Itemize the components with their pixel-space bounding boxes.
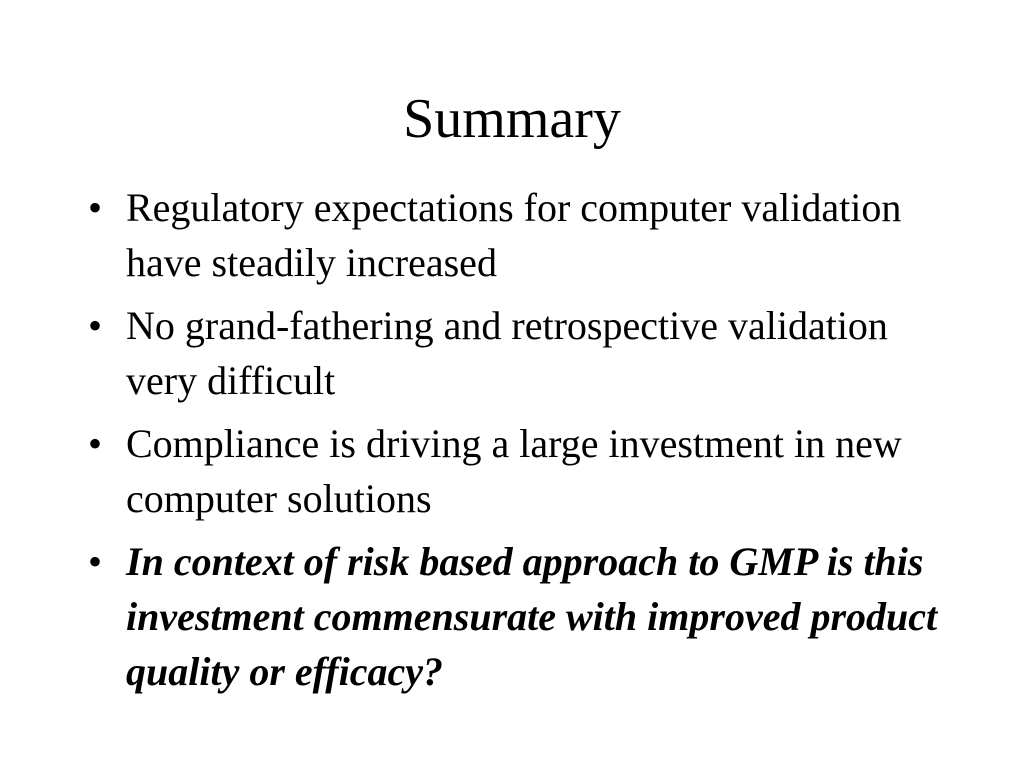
bullet-list (88, 180, 948, 707)
bullet-item-compliance-investment (88, 416, 948, 526)
bullet-icon: • (88, 303, 103, 348)
bullet-icon: • (88, 421, 103, 466)
bullet-text: In context of risk based approach to GMP is this investment commensurate with improved product quality or efficacy? (126, 539, 938, 694)
bullet-icon: • (88, 539, 103, 584)
bullet-icon: • (88, 185, 103, 230)
bullet-text: No grand-fathering and retrospective validation very difficult (126, 303, 888, 403)
bullet-item-grand-fathering (88, 298, 948, 408)
bullet-text: Compliance is driving a large investment in new computer solutions (126, 421, 902, 521)
bullet-item-regulatory-expectations (88, 180, 948, 290)
slide-title: Summary (403, 88, 621, 150)
bullet-item-risk-based-question (88, 534, 948, 699)
bullet-text: Regulatory expectations for computer validation have steadily increased (126, 185, 902, 285)
